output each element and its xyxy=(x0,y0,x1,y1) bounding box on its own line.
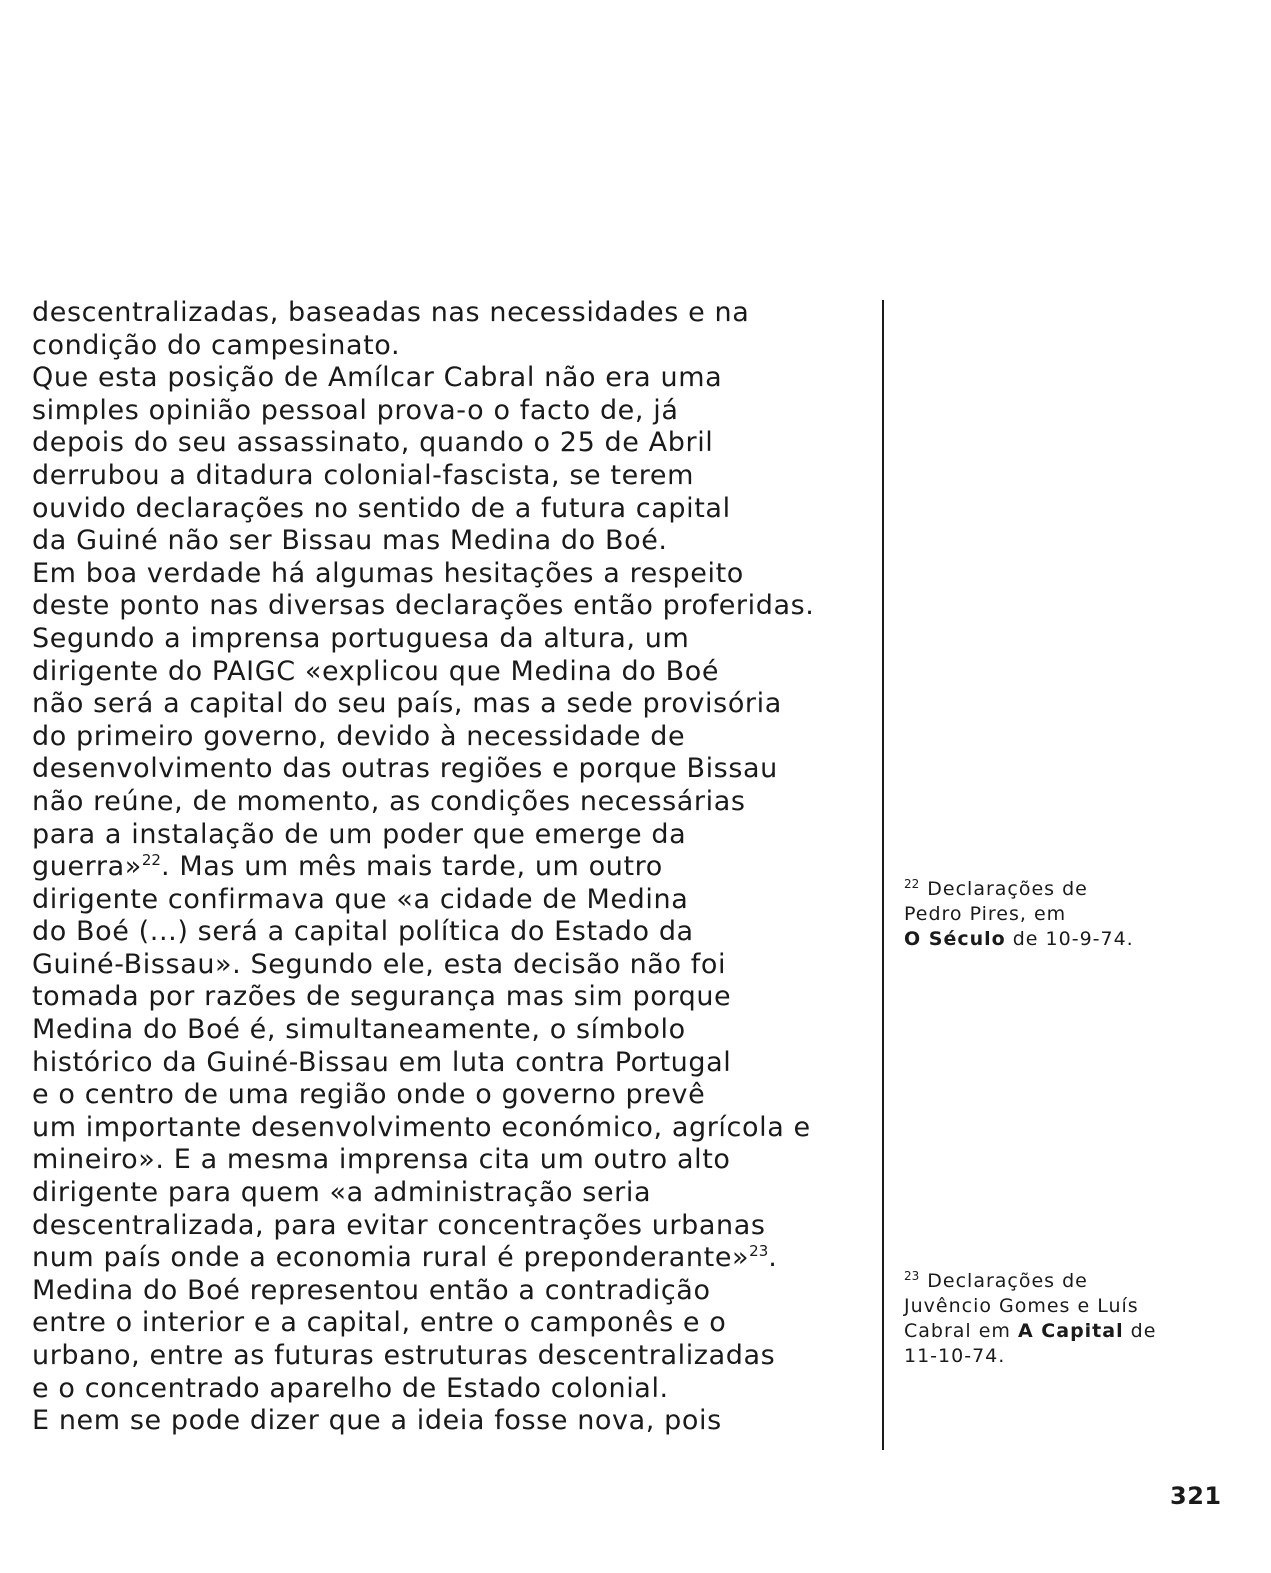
text-line: simples opinião pessoal prova-o o facto de, já xyxy=(32,394,679,426)
footnote-line xyxy=(904,872,1224,902)
text-line: dirigente do PAIGC «explicou que Medina do Boé xyxy=(32,655,720,687)
text-line: não será a capital do seu país, mas a sede provisória xyxy=(32,688,782,720)
text-line: desenvolvimento das outras regiões e porque Bissau xyxy=(32,753,778,785)
text-line: descentralizada, para evitar concentrações urbanas xyxy=(32,1209,766,1241)
text-line: descentralizadas, baseadas nas necessidades e na xyxy=(32,297,750,328)
footnote-line xyxy=(904,1319,1224,1344)
text-line: urbano, entre as futuras estruturas descentralizadas xyxy=(32,1340,776,1371)
footnote-text: Declarações de xyxy=(927,1270,1088,1292)
text-line: do primeiro governo, devido à necessidade de xyxy=(32,720,686,752)
text-line: da Guiné não ser Bissau mas Medina do Boé. xyxy=(32,525,668,557)
main-text-column xyxy=(32,297,877,1438)
text-line: entre o interior e a capital, entre o camponês e o xyxy=(32,1307,727,1339)
text-line: Segundo a imprensa portuguesa da altura, um xyxy=(32,622,690,654)
text-segment: . xyxy=(768,1242,778,1274)
source-title: A Capital xyxy=(1017,1320,1124,1342)
source-title: O Século xyxy=(904,928,1006,950)
footnote-text: Declarações de xyxy=(927,878,1088,900)
footnote-line: 11-10-74. xyxy=(904,1345,1006,1367)
text-line: e o centro de uma região onde o governo prevê xyxy=(32,1079,706,1111)
footnote-text: de xyxy=(1123,1320,1157,1342)
footnote-line xyxy=(904,927,1224,952)
text-line: E nem se pode dizer que a ideia fosse nova, pois xyxy=(32,1405,722,1437)
page-number: 321 xyxy=(1170,1482,1222,1510)
text-line: um importante desenvolvimento económico, agrícola e xyxy=(32,1111,811,1143)
text-line: histórico da Guiné-Bissau em luta contra Portugal xyxy=(32,1046,732,1078)
footnote-number: 23 xyxy=(904,1269,920,1283)
text-line: ouvido declarações no sentido de a futura capital xyxy=(32,492,731,524)
text-line: deste ponto nas diversas declarações então proferidas. xyxy=(32,590,815,622)
footnote-ref-22[interactable]: 22 xyxy=(141,851,161,870)
text-line: Medina do Boé representou então a contradição xyxy=(32,1274,711,1306)
text-line: derrubou a ditadura colonial-fascista, se terem xyxy=(32,459,695,491)
footnote-number: 22 xyxy=(904,877,920,891)
text-line: Guiné-Bissau». Segundo ele, esta decisão não foi xyxy=(32,948,727,980)
footnote-line: Pedro Pires, em xyxy=(904,903,1067,925)
text-line: depois do seu assassinato, quando o 25 de Abril xyxy=(32,427,714,459)
footnote-line xyxy=(904,1264,1224,1294)
footnote-text: de 10-9-74. xyxy=(1005,928,1134,950)
text-line: condição do campesinato. xyxy=(32,329,401,361)
text-segment: guerra» xyxy=(32,851,142,883)
column-divider xyxy=(882,300,884,1450)
text-line: não reúne, de momento, as condições necessárias xyxy=(32,785,746,817)
text-line: tomada por razões de segurança mas sim porque xyxy=(32,981,732,1013)
text-segment: . Mas um mês mais tarde, um outro xyxy=(160,851,663,883)
footnote-22 xyxy=(904,872,1224,952)
text-line: mineiro». E a mesma imprensa cita um outro alto xyxy=(32,1144,731,1176)
text-line: Em boa verdade há algumas hesitações a respeito xyxy=(32,557,744,589)
text-line: e o concentrado aparelho de Estado colonial. xyxy=(32,1372,669,1404)
text-line: do Boé (...) será a capital política do Estado da xyxy=(32,916,694,948)
footnote-23 xyxy=(904,1264,1224,1369)
text-line-with-footnote-ref xyxy=(32,851,877,884)
footnote-text: Cabral em xyxy=(904,1320,1018,1342)
text-line: dirigente confirmava que «a cidade de Medina xyxy=(32,883,689,915)
text-line: dirigente para quem «a administração seria xyxy=(32,1177,652,1209)
text-segment: num país onde a economia rural é preponderante» xyxy=(32,1242,750,1274)
text-line-with-footnote-ref xyxy=(32,1242,877,1275)
footnote-ref-23[interactable]: 23 xyxy=(749,1242,769,1261)
text-line: para a instalação de um poder que emerge da xyxy=(32,818,687,850)
footnote-line: Juvêncio Gomes e Luís xyxy=(904,1295,1139,1317)
text-line: Medina do Boé é, simultaneamente, o símbolo xyxy=(32,1014,686,1046)
text-line: Que esta posição de Amílcar Cabral não era uma xyxy=(32,362,723,394)
